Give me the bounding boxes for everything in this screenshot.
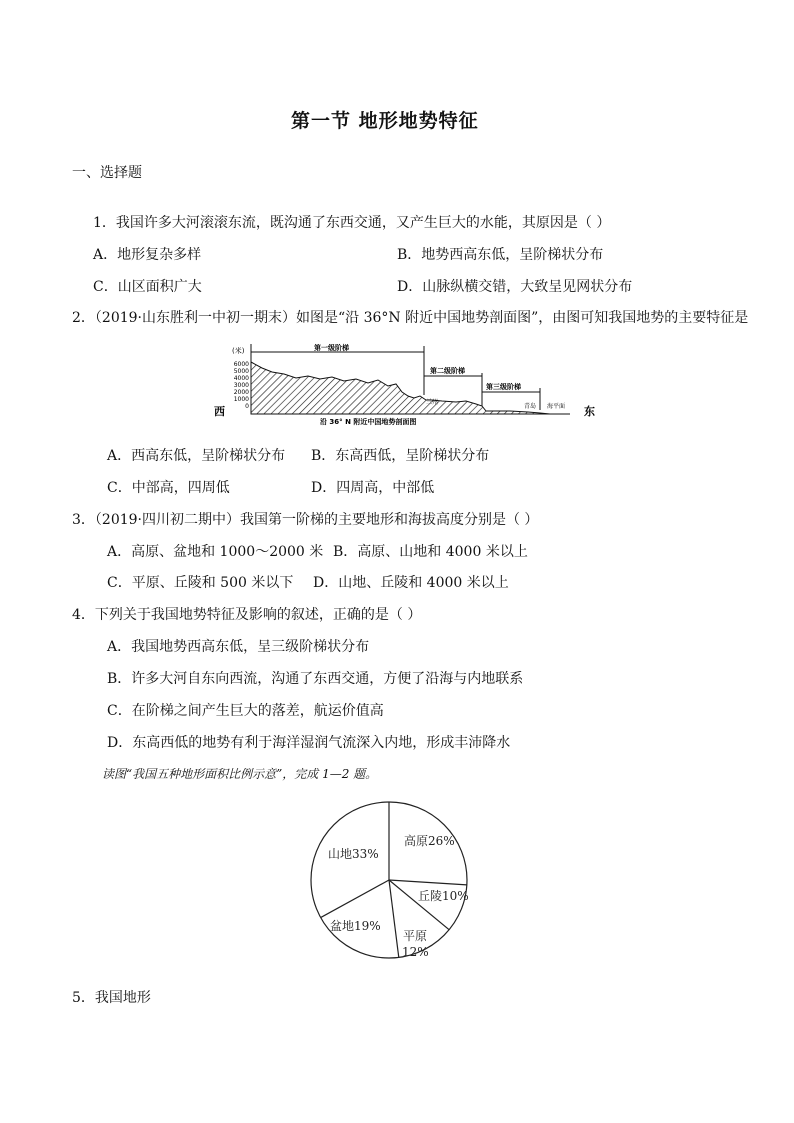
question-4-option-c: C．在阶梯之间产生巨大的落差，航运价值高 [107,703,384,719]
question-2-option-d: D．四周高，中部低 [311,480,435,496]
pie-label-hills: 丘陵10% [418,889,469,903]
question-3-stem: 3．（2019·四川初二期中）我国第一阶梯的主要地形和海拔高度分别是（ ） [72,512,539,528]
question-3-option-b: B．高原、山地和 4000 米以上 [333,544,528,560]
page-title: 第一节 地形地势特征 [291,110,479,132]
city-lanzhou-label: 兰州 [426,399,439,406]
city-qingdao-label: 青岛 [524,403,537,410]
sea-level-label: 海平面 [547,403,566,410]
question-1-option-b: B．地势西高东低，呈阶梯状分布 [397,247,604,263]
question-1-option-d: D．山脉纵横交错，大致呈见网状分布 [397,279,633,295]
question-4-option-d: D．东高西低的地势有利于海洋湿润气流深入内地，形成丰沛降水 [107,735,511,751]
profile-caption: 沿 36° N 附近中国地势剖面图 [320,418,417,426]
profile-tick: 6000 [233,361,249,368]
pie-label-plains: 平原 [403,929,428,943]
question-2-option-b: B．东高西低，呈阶梯状分布 [311,448,490,464]
profile-tick: 4000 [233,375,249,382]
step1-label: 第一级阶梯 [314,344,349,352]
question-3-option-d: D．山地、丘陵和 4000 米以上 [313,575,509,591]
question-3-option-a: A．高原、盆地和 1000～2000 米 [107,544,324,560]
question-1-stem: 1．我国许多大河滚滚东流，既沟通了东西交通，又产生巨大的水能，其原因是（ ） [93,215,611,231]
question-4-stem: 4．下列关于我国地势特征及影响的叙述，正确的是（ ） [72,607,422,623]
pie-intro: 读图“我国五种地形面积比例示意”，完成 1—2 题。 [102,767,378,781]
west-label: 西 [214,405,225,418]
profile-tick: 5000 [233,368,249,375]
question-3-option-c: C．平原、丘陵和 500 米以下 [107,575,294,591]
pie-label-plains-value: 12% [402,945,429,959]
question-2-option-a: A．西高东低，呈阶梯状分布 [107,448,286,464]
pie-label-mountains: 山地33% [328,847,379,861]
profile-tick: 1000 [233,396,249,403]
profile-tick: 0 [245,403,249,410]
profile-unit: (米) [232,347,245,355]
pie-label-plateaus: 高原26% [404,834,455,848]
question-4-option-a: A．我国地势西高东低，呈三级阶梯状分布 [107,639,370,655]
profile-tick: 3000 [233,382,249,389]
question-5-stem: 5．我国地形 [72,990,151,1006]
step3-label: 第三级阶梯 [486,383,521,391]
question-2-stem: 2．（2019·山东胜利一中初一期末）如图是“沿 36°N 附近中国地势剖面图”，由图可知我国地势的主要特征是 [72,310,749,326]
terrain-pie-chart [300,790,480,990]
step2-label: 第二级阶梯 [430,367,465,375]
terrain-profile-figure [210,340,610,428]
section-heading: 一、选择题 [72,165,142,181]
profile-tick: 2000 [233,389,249,396]
question-1-option-a: A．地形复杂多样 [93,247,202,263]
pie-label-basins: 盆地19% [330,919,381,933]
question-1-option-c: C．山区面积广大 [93,279,202,295]
east-label: 东 [584,405,595,418]
question-2-option-c: C．中部高，四周低 [107,480,230,496]
question-4-option-b: B．许多大河自东向西流，沟通了东西交通，方便了沿海与内地联系 [107,671,524,687]
